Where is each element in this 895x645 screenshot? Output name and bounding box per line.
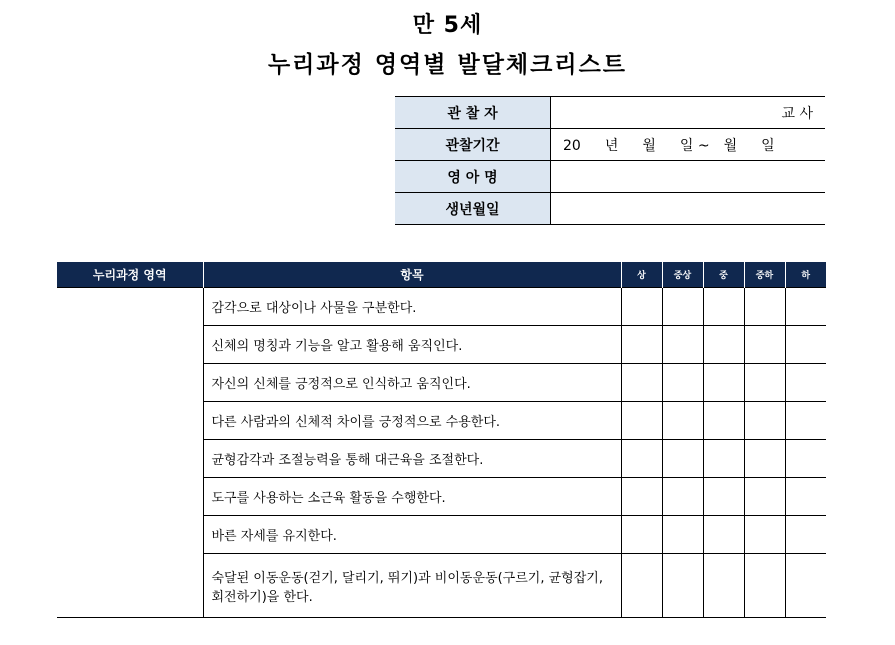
item-text: 자신의 신체를 긍정적으로 인식하고 움직인다.	[203, 364, 621, 402]
grade-checkbox[interactable]	[703, 326, 744, 364]
grade-checkbox[interactable]	[621, 364, 662, 402]
child-row	[395, 161, 825, 193]
birthdate-value[interactable]	[551, 193, 826, 225]
header-grade-upper-mid: 중상	[662, 262, 703, 288]
header-grade-mid: 중	[703, 262, 744, 288]
grade-checkbox[interactable]	[703, 478, 744, 516]
item-text: 균형감각과 조절능력을 통해 대근육을 조절한다.	[203, 440, 621, 478]
grade-checkbox[interactable]	[744, 364, 785, 402]
grade-checkbox[interactable]	[785, 440, 826, 478]
item-text: 숙달된 이동운동(걷기, 달리기, 뛰기)과 비이동운동(구르기, 균형잡기, 회전하기)을 한다.	[203, 554, 621, 618]
item-text: 신체의 명칭과 기능을 알고 활용해 움직인다.	[203, 326, 621, 364]
grade-checkbox[interactable]	[703, 402, 744, 440]
grade-checkbox[interactable]	[703, 516, 744, 554]
day-unit: 일 ~	[679, 137, 710, 154]
child-name-label: 영 아 명	[395, 161, 551, 193]
grade-checkbox[interactable]	[662, 364, 703, 402]
grade-checkbox[interactable]	[621, 288, 662, 326]
grade-checkbox[interactable]	[621, 440, 662, 478]
grade-checkbox[interactable]	[785, 478, 826, 516]
grade-checkbox[interactable]	[703, 554, 744, 618]
item-text: 도구를 사용하는 소근육 활동을 수행한다.	[203, 478, 621, 516]
header-item: 항목	[203, 262, 621, 288]
grade-checkbox[interactable]	[662, 516, 703, 554]
grade-checkbox[interactable]	[744, 478, 785, 516]
grade-checkbox[interactable]	[621, 326, 662, 364]
header-grade-low: 하	[785, 262, 826, 288]
checklist-table	[57, 262, 826, 618]
birthdate-label: 생년월일	[395, 193, 551, 225]
item-text: 감각으로 대상이나 사물을 구분한다.	[203, 288, 621, 326]
grade-checkbox[interactable]	[744, 402, 785, 440]
grade-checkbox[interactable]	[662, 288, 703, 326]
grade-checkbox[interactable]	[621, 554, 662, 618]
year-prefix: 20	[563, 137, 581, 154]
grade-checkbox[interactable]	[785, 402, 826, 440]
grade-checkbox[interactable]	[785, 516, 826, 554]
grade-checkbox[interactable]	[621, 402, 662, 440]
period-row	[395, 129, 825, 161]
teacher-suffix: 교 사	[781, 105, 813, 122]
grade-checkbox[interactable]	[662, 554, 703, 618]
observer-label: 관 찰 자	[395, 97, 551, 129]
checklist-header-row	[57, 262, 826, 288]
grade-checkbox[interactable]	[744, 288, 785, 326]
observer-info-table	[395, 96, 825, 225]
grade-checkbox[interactable]	[621, 478, 662, 516]
grade-checkbox[interactable]	[744, 440, 785, 478]
grade-checkbox[interactable]	[703, 364, 744, 402]
month-unit-2: 월	[723, 137, 738, 154]
period-label: 관찰기간	[395, 129, 551, 161]
grade-checkbox[interactable]	[744, 326, 785, 364]
grade-checkbox[interactable]	[785, 288, 826, 326]
item-text: 바른 자세를 유지한다.	[203, 516, 621, 554]
grade-checkbox[interactable]	[662, 326, 703, 364]
grade-checkbox[interactable]	[703, 440, 744, 478]
grade-checkbox[interactable]	[662, 440, 703, 478]
grade-checkbox[interactable]	[785, 364, 826, 402]
grade-checkbox[interactable]	[785, 326, 826, 364]
header-area: 누리과정 영역	[57, 262, 203, 288]
grade-checkbox[interactable]	[744, 554, 785, 618]
page-title: 누리과정 영역별 발달체크리스트	[267, 52, 628, 78]
observer-row	[395, 97, 825, 129]
period-value[interactable]	[551, 129, 826, 161]
page-subtitle-age: 만 5세	[412, 13, 483, 38]
grade-checkbox[interactable]	[785, 554, 826, 618]
year-unit: 년	[604, 137, 619, 154]
observer-value[interactable]	[551, 97, 826, 129]
header-grade-high: 상	[621, 262, 662, 288]
area-cell	[57, 288, 203, 618]
grade-checkbox[interactable]	[744, 516, 785, 554]
header-grade-lower-mid: 중하	[744, 262, 785, 288]
day-unit-2: 일	[761, 137, 775, 154]
grade-checkbox[interactable]	[662, 402, 703, 440]
grade-checkbox[interactable]	[621, 516, 662, 554]
grade-checkbox[interactable]	[662, 478, 703, 516]
month-unit: 월	[642, 137, 656, 154]
birth-row	[395, 193, 825, 225]
table-row	[57, 288, 826, 326]
item-text: 다른 사람과의 신체적 차이를 긍정적으로 수용한다.	[203, 402, 621, 440]
child-name-value[interactable]	[551, 161, 826, 193]
grade-checkbox[interactable]	[703, 288, 744, 326]
